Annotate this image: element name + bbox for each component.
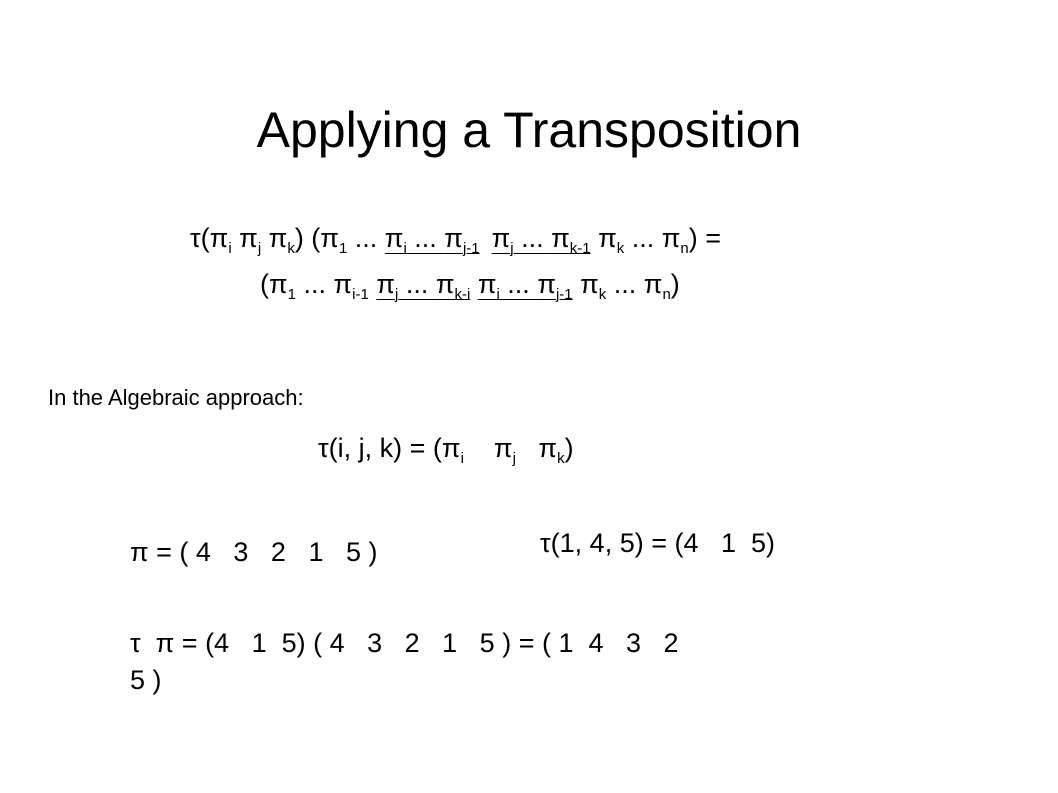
example-product-line-2: 5 ): [130, 665, 162, 695]
pi-symbol: π: [493, 433, 513, 463]
formula-line-2: [260, 268, 680, 303]
ellipsis: ...: [513, 223, 552, 253]
subscript: 1: [338, 240, 348, 257]
definition-lhs: τ(i, j, k) = (: [318, 433, 442, 463]
subscript: i: [460, 450, 464, 467]
subscript: k: [598, 286, 607, 303]
subscript: j-1: [462, 240, 480, 257]
paren: ) =: [688, 223, 722, 253]
example-product-line-1: τ π = (4 1 5) ( 4 3 2 1 5 ) = ( 1 4 3 2: [130, 628, 679, 658]
subscript: j-1: [555, 286, 573, 303]
subscript: j: [257, 240, 262, 257]
subscript: i: [228, 240, 232, 257]
subscript: n: [680, 240, 689, 257]
subscript: k: [557, 450, 565, 467]
ellipsis: ...: [295, 269, 334, 299]
subscript: j: [510, 240, 514, 257]
formula-line-1: [190, 222, 722, 257]
paren: ): [670, 269, 680, 299]
underlined-segment: [491, 223, 591, 257]
ellipsis: ...: [398, 269, 436, 299]
pi-symbol: π: [376, 269, 395, 299]
subscript: k: [616, 240, 625, 257]
pi-symbol: π: [333, 269, 353, 299]
paren: (: [260, 269, 269, 299]
pi-symbol: π: [435, 269, 455, 299]
algebraic-approach-label: In the Algebraic approach:: [48, 385, 304, 410]
pi-symbol: π: [580, 269, 599, 299]
pi-symbol: π: [209, 223, 229, 253]
ellipsis: ...: [606, 269, 644, 299]
pi-symbol: π: [444, 223, 463, 253]
paren: ): [564, 433, 574, 463]
algebraic-definition: [318, 432, 574, 467]
subscript: i-1: [352, 286, 369, 303]
pi-symbol: π: [598, 223, 617, 253]
subscript: j: [512, 450, 516, 467]
pi-symbol: π: [477, 269, 497, 299]
ellipsis: ...: [406, 223, 445, 253]
slide-title: Applying a Transposition: [256, 102, 802, 158]
pi-symbol: π: [538, 433, 558, 463]
ellipsis: ...: [624, 223, 662, 253]
underlined-segment: [376, 269, 471, 303]
pi-symbol: π: [239, 223, 258, 253]
example-pi: π = ( 4 3 2 1 5 ): [130, 537, 378, 567]
ellipsis: ...: [499, 269, 538, 299]
underlined-segment: [384, 223, 480, 257]
subscript: i: [496, 286, 500, 303]
example-tau: τ(1, 4, 5) = (4 1 5): [540, 528, 776, 558]
subscript: k: [287, 240, 295, 257]
underlined-segment: [477, 269, 573, 303]
pi-symbol: π: [268, 223, 288, 253]
pi-symbol: π: [384, 223, 404, 253]
pi-symbol: π: [269, 269, 288, 299]
pi-symbol: π: [320, 223, 339, 253]
subscript: i: [403, 240, 407, 257]
pi-symbol: π: [441, 433, 461, 463]
pi-symbol: π: [537, 269, 556, 299]
subscript: 1: [287, 286, 296, 303]
subscript: k-i: [454, 286, 471, 303]
subscript: n: [662, 286, 671, 303]
tau-symbol: τ: [190, 223, 201, 253]
paren: ) (: [294, 223, 321, 253]
pi-symbol: π: [551, 223, 570, 253]
pi-symbol: π: [661, 223, 681, 253]
subscript: k-1: [569, 240, 591, 257]
pi-symbol: π: [643, 269, 663, 299]
paren: (: [200, 223, 210, 253]
pi-symbol: π: [491, 223, 511, 253]
ellipsis: ...: [347, 223, 385, 253]
subscript: j: [394, 286, 399, 303]
